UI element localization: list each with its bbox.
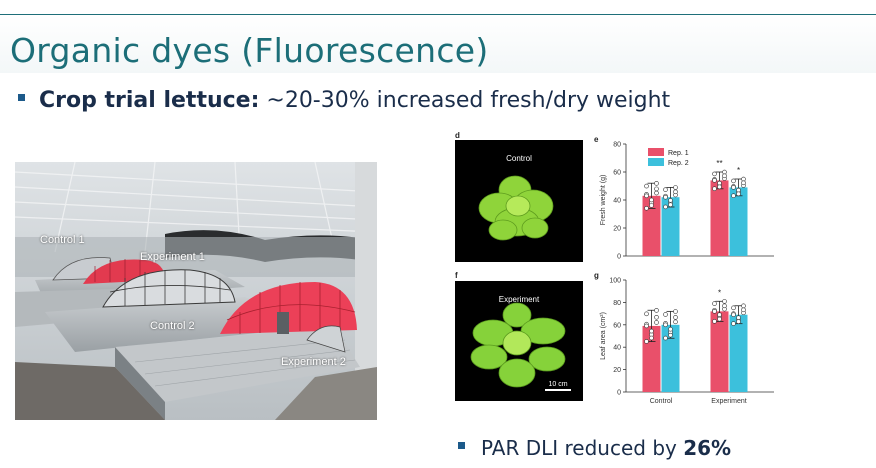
bullet-par-dli — [458, 436, 731, 460]
chart-y-tick-label: 80 — [613, 141, 621, 149]
chart-legend-label: Rep. 2 — [668, 160, 689, 167]
bullet-square-icon — [18, 94, 25, 101]
chart-bar — [730, 315, 748, 392]
lettuce-control-caption: Control — [506, 154, 532, 163]
chart-data-point — [645, 312, 649, 316]
chart-data-point — [674, 185, 678, 189]
chart-data-point — [664, 205, 668, 209]
chart-data-point — [713, 172, 717, 176]
chart-data-point — [718, 317, 722, 321]
chart-data-point — [713, 187, 717, 191]
bullet-square-icon — [458, 442, 465, 449]
chart-y-tick-label: 20 — [613, 367, 621, 375]
chart-panel-letter: g — [594, 271, 599, 280]
bullet-crop-trial — [18, 88, 670, 113]
chart-data-point — [742, 304, 746, 308]
chart-y-axis-label: Leaf area (cm²) — [600, 312, 607, 360]
chart-data-point — [669, 333, 673, 337]
photo-label-control-2: Control 2 — [150, 320, 195, 332]
chart-data-point — [655, 308, 659, 312]
chart-y-tick-label: 40 — [613, 197, 621, 205]
photo-label-experiment-2: Experiment 2 — [281, 356, 346, 368]
lettuce-control-panel — [455, 140, 583, 262]
chart-bar — [730, 187, 748, 256]
chart-y-tick-label: 60 — [613, 169, 621, 177]
chart-data-point — [713, 309, 717, 313]
chart-data-point — [737, 320, 741, 324]
bullet-crop-trial-bold: Crop trial lettuce: — [39, 88, 260, 113]
bullet-par-dli-value: 26% — [683, 436, 732, 460]
chart-data-point — [664, 323, 668, 327]
photo-label-experiment-1: Experiment 1 — [140, 251, 205, 263]
title-bar — [0, 14, 876, 73]
chart-data-point — [645, 339, 649, 343]
lettuce-experiment-caption: Experiment — [498, 295, 540, 304]
chart-data-point — [669, 203, 673, 207]
chart-data-point — [737, 192, 741, 196]
panel-letter-d: d — [455, 131, 460, 140]
chart-y-axis-label: Fresh weight (g) — [600, 174, 607, 226]
chart-data-point — [732, 179, 736, 183]
chart-y-tick-label: 20 — [613, 225, 621, 233]
chart-x-tick-label: Experiment — [711, 398, 747, 405]
chart-y-tick-label: 0 — [617, 253, 621, 261]
chart-data-point — [650, 198, 654, 202]
chart-data-point — [674, 315, 678, 319]
chart-data-point — [650, 329, 654, 333]
chart-data-point — [645, 194, 649, 198]
chart-data-point — [669, 198, 673, 202]
chart-y-tick-label: 60 — [613, 322, 621, 330]
chart-data-point — [723, 304, 727, 308]
chart-data-point — [674, 190, 678, 194]
chart-data-point — [732, 185, 736, 189]
chart-bar — [711, 180, 729, 256]
chart-bar — [711, 311, 729, 392]
chart-legend-swatch — [648, 158, 664, 166]
chart-data-point — [737, 316, 741, 320]
chart-data-point — [718, 313, 722, 317]
chart-data-point — [664, 312, 668, 316]
chart-data-point — [742, 181, 746, 185]
chart-legend-swatch — [648, 148, 664, 156]
photo-label-control-1: Control 1 — [40, 234, 85, 246]
chart-y-tick-label: 80 — [613, 299, 621, 307]
slide-title: Organic dyes (Fluorescence) — [10, 31, 489, 70]
chart-significance: * — [736, 166, 741, 175]
scale-bar — [545, 381, 571, 391]
chart-data-point — [732, 306, 736, 310]
chart-data-point — [713, 319, 717, 323]
chart-data-point — [713, 302, 717, 306]
lettuce-experiment-panel — [455, 281, 583, 401]
chart-data-point — [718, 185, 722, 189]
bullet-crop-trial-text: ~20-30% increased fresh/dry weight — [259, 88, 671, 113]
bar-charts — [592, 134, 777, 414]
chart-significance: * — [717, 288, 722, 298]
chart-panel-letter: e — [594, 135, 599, 144]
chart-data-point — [645, 206, 649, 210]
chart-data-point — [655, 191, 659, 195]
chart-data-point — [650, 204, 654, 208]
chart-significance: ** — [716, 159, 723, 168]
chart-data-point — [723, 174, 727, 178]
chart-data-point — [664, 188, 668, 192]
chart-data-point — [655, 187, 659, 191]
chart-data-point — [645, 324, 649, 328]
greenhouse-photo — [15, 162, 377, 420]
chart-y-tick-label: 40 — [613, 344, 621, 352]
bullet-par-dli-text: PAR DLI reduced by — [481, 436, 684, 460]
chart-data-point — [732, 194, 736, 198]
scale-bar-line — [545, 389, 571, 391]
chart-data-point — [742, 308, 746, 312]
chart-data-point — [669, 327, 673, 331]
chart-data-point — [655, 181, 659, 185]
chart-data-point — [732, 322, 736, 326]
chart-data-point — [713, 178, 717, 182]
chart-data-point — [650, 336, 654, 340]
chart-data-point — [664, 195, 668, 199]
chart-data-point — [674, 309, 678, 313]
panel-letter-f: f — [455, 271, 458, 280]
chart-data-point — [655, 315, 659, 319]
chart-data-point — [645, 184, 649, 188]
chart-data-point — [664, 336, 668, 340]
chart-legend-label: Rep. 1 — [668, 150, 689, 157]
chart-x-tick-label: Control — [649, 398, 673, 405]
chart-data-point — [732, 313, 736, 317]
chart-y-tick-label: 100 — [609, 277, 621, 285]
scale-bar-label: 10 cm — [548, 381, 568, 388]
chart-data-point — [674, 320, 678, 324]
chart-data-point — [723, 299, 727, 303]
chart-data-point — [655, 320, 659, 324]
bar-charts-svg — [592, 134, 777, 414]
chart-y-tick-label: 0 — [617, 389, 621, 397]
